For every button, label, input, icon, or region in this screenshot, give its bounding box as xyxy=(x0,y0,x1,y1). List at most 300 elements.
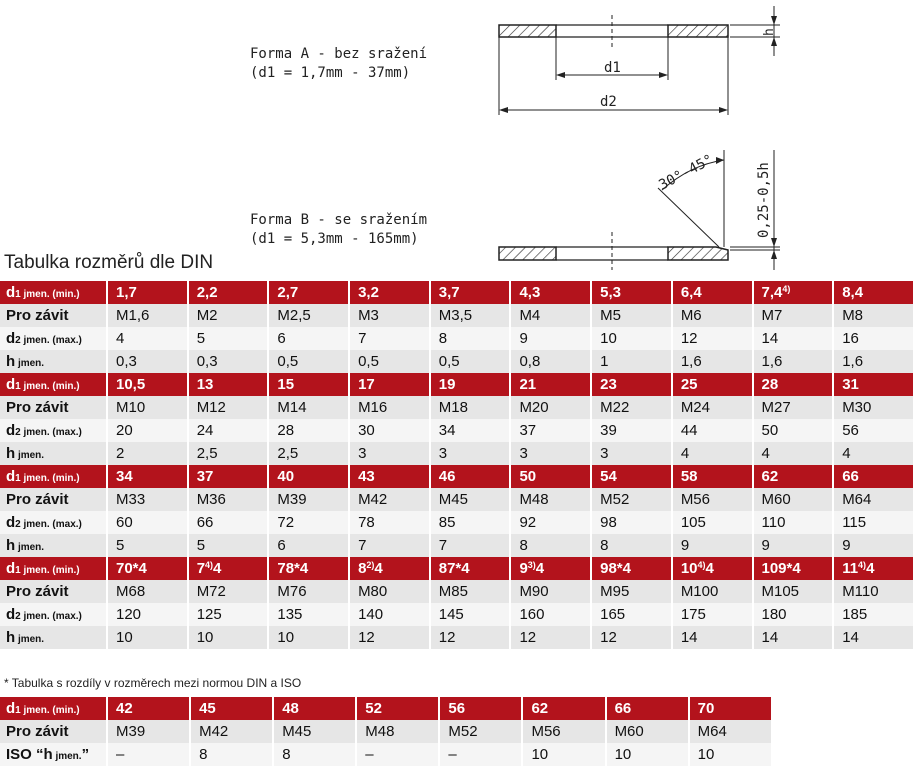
iso-cell-d1: 70 xyxy=(689,697,772,720)
cell-d1 xyxy=(349,281,430,304)
washer-drawing xyxy=(0,0,914,270)
cell-h: 0,8 xyxy=(510,350,591,373)
d1-value: 10 xyxy=(680,560,698,577)
cell-thread: M90 xyxy=(510,580,591,603)
cell-h: 7 xyxy=(349,534,430,557)
cell-thread: M2,5 xyxy=(268,304,349,327)
d1-value: 9 xyxy=(519,560,528,577)
cell-thread: M2 xyxy=(188,304,269,327)
d1-value: 10,5 xyxy=(116,376,146,393)
label-d1 xyxy=(0,465,107,488)
iso-cell-thread: M48 xyxy=(356,720,439,743)
cell-d2: 9 xyxy=(510,327,591,350)
d1-value: 58 xyxy=(680,468,698,485)
row-h xyxy=(0,534,914,557)
angle-label: 30°-45° xyxy=(656,151,716,194)
iso-cell-d1: 52 xyxy=(356,697,439,720)
cell-d2: 175 xyxy=(672,603,753,626)
cell-h: 0,5 xyxy=(430,350,511,373)
iso-cell-d1: 42 xyxy=(107,697,190,720)
cell-thread: M10 xyxy=(107,396,188,419)
cell-d2: 37 xyxy=(510,419,591,442)
cell-thread: M18 xyxy=(430,396,511,419)
d1-suffix: 4 xyxy=(535,560,545,577)
cell-d1 xyxy=(672,281,753,304)
iso-cell-h: 8 xyxy=(273,743,356,766)
cell-h: 0,3 xyxy=(107,350,188,373)
cell-thread: M6 xyxy=(672,304,753,327)
form-b-section xyxy=(499,150,780,270)
din-dimension-table xyxy=(0,281,914,649)
cell-d2: 98 xyxy=(591,511,672,534)
cell-d2: 92 xyxy=(510,511,591,534)
cell-thread: M5 xyxy=(591,304,672,327)
cell-d1 xyxy=(833,465,914,488)
label-thread xyxy=(0,580,107,603)
cell-d2: 78 xyxy=(349,511,430,534)
cell-h: 14 xyxy=(672,626,753,649)
cell-h: 12 xyxy=(510,626,591,649)
d1-value: 19 xyxy=(438,376,456,393)
cell-h: 1 xyxy=(591,350,672,373)
label-d1-main: d xyxy=(6,376,16,393)
d1-value: 7 xyxy=(196,560,206,577)
d1-value: 15 xyxy=(277,376,295,393)
d1-footnote: 2) xyxy=(366,560,375,570)
iso-cell-thread: M64 xyxy=(689,720,772,743)
cell-d1 xyxy=(268,465,349,488)
iso-label-d1-sub: 1 xyxy=(15,705,21,716)
iso-label-h-sub: jmen. xyxy=(52,751,82,762)
cell-thread: M110 xyxy=(833,580,914,603)
cell-d2: 66 xyxy=(188,511,269,534)
form-b-range: (d1 = 5,3mm - 165mm) xyxy=(250,231,419,247)
cell-d1 xyxy=(753,373,834,396)
cell-h: 12 xyxy=(430,626,511,649)
cell-d2: 56 xyxy=(833,419,914,442)
iso-difference-table xyxy=(0,697,773,766)
iso-label-d1 xyxy=(0,697,107,720)
cell-thread: M12 xyxy=(188,396,269,419)
d1-value: 98*4 xyxy=(600,560,631,577)
label-h-main: h xyxy=(6,445,16,462)
cell-d1 xyxy=(753,465,834,488)
label-d2-main: d xyxy=(6,514,16,531)
dim-d1-label: d1 xyxy=(604,60,621,76)
cell-thread: M72 xyxy=(188,580,269,603)
label-h-main: h xyxy=(6,353,16,370)
label-h-main: h xyxy=(6,629,16,646)
cell-h: 2 xyxy=(107,442,188,465)
cell-d1 xyxy=(753,281,834,304)
cell-thread: M68 xyxy=(107,580,188,603)
cell-thread: M16 xyxy=(349,396,430,419)
cell-d1 xyxy=(349,557,430,580)
d1-value: 37 xyxy=(196,468,214,485)
cell-d1 xyxy=(188,557,269,580)
cell-h: 6 xyxy=(268,534,349,557)
cell-d2: 7 xyxy=(349,327,430,350)
cell-thread: M56 xyxy=(672,488,753,511)
label-d2-sub: 2 xyxy=(15,335,21,346)
cell-d2: 12 xyxy=(672,327,753,350)
d1-value: 8 xyxy=(358,560,367,577)
iso-label-thread-main: Pro závit xyxy=(6,723,69,740)
cell-h: 5 xyxy=(107,534,188,557)
d1-value: 31 xyxy=(842,376,859,393)
d1-value: 8,4 xyxy=(842,284,864,301)
cell-d2: 16 xyxy=(833,327,914,350)
label-d1 xyxy=(0,373,107,396)
cell-h: 12 xyxy=(349,626,430,649)
d1-value: 3,2 xyxy=(358,284,379,301)
row-thread xyxy=(0,396,914,419)
form-a-range: (d1 = 1,7mm - 37mm) xyxy=(250,65,411,81)
row-d2 xyxy=(0,419,914,442)
iso-cell-h: – xyxy=(107,743,190,766)
label-d2 xyxy=(0,511,107,534)
iso-row-d1 xyxy=(0,697,772,720)
cell-h: 10 xyxy=(107,626,188,649)
cell-d2: 24 xyxy=(188,419,269,442)
label-d1 xyxy=(0,557,107,580)
d1-value: 109*4 xyxy=(761,560,801,577)
cell-thread: M22 xyxy=(591,396,672,419)
iso-cell-d1: 48 xyxy=(273,697,356,720)
cell-d1 xyxy=(510,557,591,580)
label-thread-main: Pro závit xyxy=(6,583,69,600)
label-h-sub: jmen. xyxy=(15,450,45,461)
label-d2-main: d xyxy=(6,330,16,347)
label-thread-main: Pro závit xyxy=(6,307,69,324)
label-d2-sub2: jmen. (max.) xyxy=(20,427,82,438)
cell-d2: 39 xyxy=(591,419,672,442)
label-d1-sub: 1 xyxy=(15,289,21,300)
iso-cell-thread: M45 xyxy=(273,720,356,743)
label-h xyxy=(0,350,107,373)
d1-suffix: 4 xyxy=(866,560,875,577)
iso-label-h xyxy=(0,743,107,766)
d1-value: 46 xyxy=(438,468,456,485)
d1-value: 1,7 xyxy=(116,284,137,301)
iso-cell-d1: 66 xyxy=(606,697,689,720)
cell-thread: M14 xyxy=(268,396,349,419)
cell-thread: M4 xyxy=(510,304,591,327)
cell-thread: M105 xyxy=(753,580,834,603)
iso-label-h-end: ” xyxy=(81,746,90,763)
cell-d1 xyxy=(510,281,591,304)
cell-d2: 140 xyxy=(349,603,430,626)
d1-footnote: 3) xyxy=(527,560,536,570)
d1-value: 17 xyxy=(358,376,375,393)
row-d1 xyxy=(0,373,914,396)
label-h-sub: jmen. xyxy=(15,358,45,369)
cell-thread: M20 xyxy=(510,396,591,419)
cell-h: 4 xyxy=(833,442,914,465)
cell-d1 xyxy=(107,281,188,304)
iso-label-h-main: ISO “h xyxy=(6,746,53,763)
form-b-title: Forma B - se sražením xyxy=(250,212,428,228)
d1-value: 25 xyxy=(680,376,698,393)
row-h xyxy=(0,442,914,465)
row-h xyxy=(0,626,914,649)
cell-d1 xyxy=(430,373,511,396)
cell-d2: 125 xyxy=(188,603,269,626)
cell-thread: M64 xyxy=(833,488,914,511)
d1-value: 50 xyxy=(519,468,537,485)
cell-thread: M85 xyxy=(430,580,511,603)
iso-cell-d1: 45 xyxy=(190,697,273,720)
cell-thread: M30 xyxy=(833,396,914,419)
iso-cell-h: 8 xyxy=(190,743,273,766)
row-d1 xyxy=(0,557,914,580)
row-d2 xyxy=(0,327,914,350)
label-d2-main: d xyxy=(6,422,16,439)
cell-h: 0,3 xyxy=(188,350,269,373)
label-thread xyxy=(0,488,107,511)
cell-thread: M45 xyxy=(430,488,511,511)
cell-d2: 8 xyxy=(430,327,511,350)
d1-value: 66 xyxy=(842,468,859,485)
cell-d2: 44 xyxy=(672,419,753,442)
cell-d2: 120 xyxy=(107,603,188,626)
cell-d2: 34 xyxy=(430,419,511,442)
cell-h: 10 xyxy=(188,626,269,649)
d1-value: 34 xyxy=(116,468,133,485)
cell-d1 xyxy=(268,557,349,580)
cell-d2: 20 xyxy=(107,419,188,442)
label-thread-main: Pro závit xyxy=(6,491,69,508)
label-d1-main: d xyxy=(6,560,16,577)
cell-thread: M76 xyxy=(268,580,349,603)
cell-h: 10 xyxy=(268,626,349,649)
cell-h: 5 xyxy=(188,534,269,557)
d1-value: 11 xyxy=(842,560,859,577)
cell-d2: 28 xyxy=(268,419,349,442)
cell-d2: 60 xyxy=(107,511,188,534)
dim-h-label: h xyxy=(762,28,777,36)
cell-thread: M36 xyxy=(188,488,269,511)
cell-thread: M39 xyxy=(268,488,349,511)
iso-label-thread xyxy=(0,720,107,743)
label-d1-sub2: jmen. (min.) xyxy=(20,289,80,300)
d1-value: 78*4 xyxy=(277,560,309,577)
cell-d2: 185 xyxy=(833,603,914,626)
d1-value: 6,4 xyxy=(680,284,702,301)
cell-h: 3 xyxy=(510,442,591,465)
d1-footnote: 4) xyxy=(858,560,867,570)
label-d1-sub: 1 xyxy=(15,381,21,392)
iso-cell-h: 10 xyxy=(522,743,605,766)
cell-thread: M8 xyxy=(833,304,914,327)
cell-thread: M60 xyxy=(753,488,834,511)
cell-h: 0,5 xyxy=(268,350,349,373)
d1-footnote: 4) xyxy=(697,560,706,570)
cell-d2: 110 xyxy=(753,511,834,534)
row-d1 xyxy=(0,465,914,488)
cell-d1 xyxy=(430,465,511,488)
form-a-title: Forma A - bez sražení xyxy=(250,46,428,62)
iso-difference-note: * Tabulka s rozdíly v rozměrech mezi normou DIN a ISO xyxy=(4,676,302,690)
cell-thread: M80 xyxy=(349,580,430,603)
row-thread xyxy=(0,304,914,327)
cell-d1 xyxy=(510,465,591,488)
label-d2-sub: 2 xyxy=(15,427,21,438)
label-h-main: h xyxy=(6,537,16,554)
cell-d1 xyxy=(672,373,753,396)
cell-h: 3 xyxy=(430,442,511,465)
cell-h: 1,6 xyxy=(753,350,834,373)
cell-h: 9 xyxy=(833,534,914,557)
cell-d2: 5 xyxy=(188,327,269,350)
label-h-sub: jmen. xyxy=(15,542,45,553)
iso-label-d1-sub2: jmen. (min.) xyxy=(20,705,80,716)
label-h-sub: jmen. xyxy=(15,634,45,645)
label-thread xyxy=(0,304,107,327)
label-d2 xyxy=(0,603,107,626)
d1-value: 13 xyxy=(196,376,214,393)
iso-cell-d1: 62 xyxy=(522,697,605,720)
cell-d1 xyxy=(188,373,269,396)
cell-thread: M3,5 xyxy=(430,304,511,327)
d1-value: 21 xyxy=(519,376,537,393)
label-thread-main: Pro závit xyxy=(6,399,69,416)
cell-d2: 30 xyxy=(349,419,430,442)
label-d2-sub: 2 xyxy=(15,519,21,530)
d1-value: 7,4 xyxy=(761,284,783,301)
cell-d2: 10 xyxy=(591,327,672,350)
label-d2-sub2: jmen. (max.) xyxy=(20,519,82,530)
cell-d2: 85 xyxy=(430,511,511,534)
cell-d1 xyxy=(349,373,430,396)
d1-suffix: 4 xyxy=(705,560,714,577)
cell-thread: M42 xyxy=(349,488,430,511)
cell-d2: 165 xyxy=(591,603,672,626)
label-d1-sub2: jmen. (min.) xyxy=(20,473,80,484)
cell-d1 xyxy=(591,557,672,580)
cell-h: 8 xyxy=(510,534,591,557)
cell-d2: 72 xyxy=(268,511,349,534)
label-d1 xyxy=(0,281,107,304)
cell-d1 xyxy=(833,373,914,396)
cell-d1 xyxy=(349,465,430,488)
table-caption: Tabulka rozměrů dle DIN xyxy=(4,252,214,273)
cell-d1 xyxy=(753,557,834,580)
d1-suffix: 4 xyxy=(213,560,222,577)
d1-value: 4,3 xyxy=(519,284,541,301)
cell-d1 xyxy=(672,465,753,488)
cell-d1 xyxy=(188,465,269,488)
iso-cell-h: – xyxy=(356,743,439,766)
cell-thread: M7 xyxy=(753,304,834,327)
iso-cell-h: – xyxy=(439,743,522,766)
cell-h: 12 xyxy=(591,626,672,649)
d1-value: 23 xyxy=(600,376,617,393)
iso-row-h xyxy=(0,743,772,766)
cell-h: 14 xyxy=(833,626,914,649)
cell-h: 4 xyxy=(672,442,753,465)
cell-h: 3 xyxy=(349,442,430,465)
cell-thread: M27 xyxy=(753,396,834,419)
cell-d1 xyxy=(107,557,188,580)
cell-d2: 6 xyxy=(268,327,349,350)
row-d1 xyxy=(0,281,914,304)
cell-d1 xyxy=(591,373,672,396)
iso-cell-h: 10 xyxy=(606,743,689,766)
cell-d2: 160 xyxy=(510,603,591,626)
cell-h: 7 xyxy=(430,534,511,557)
cell-d2: 14 xyxy=(753,327,834,350)
cell-thread: M24 xyxy=(672,396,753,419)
d1-value: 43 xyxy=(358,468,375,485)
cell-thread: M33 xyxy=(107,488,188,511)
cell-d2: 180 xyxy=(753,603,834,626)
d1-footnote: 4) xyxy=(782,284,791,294)
d1-footnote: 4) xyxy=(205,560,214,570)
cell-d1 xyxy=(591,465,672,488)
cell-d2: 50 xyxy=(753,419,834,442)
cell-thread: M3 xyxy=(349,304,430,327)
d1-value: 62 xyxy=(761,468,779,485)
iso-cell-d1: 56 xyxy=(439,697,522,720)
cell-h: 1,6 xyxy=(833,350,914,373)
cell-d1 xyxy=(268,281,349,304)
cell-d1 xyxy=(833,557,914,580)
cell-h: 3 xyxy=(591,442,672,465)
cell-d2: 105 xyxy=(672,511,753,534)
label-h xyxy=(0,534,107,557)
form-a-section xyxy=(499,6,780,115)
cell-thread: M100 xyxy=(672,580,753,603)
label-d2-sub2: jmen. (max.) xyxy=(20,611,82,622)
cell-d2: 4 xyxy=(107,327,188,350)
row-d2 xyxy=(0,603,914,626)
iso-row-thread xyxy=(0,720,772,743)
label-d1-sub2: jmen. (min.) xyxy=(20,381,80,392)
d1-value: 2,2 xyxy=(196,284,218,301)
d1-value: 5,3 xyxy=(600,284,621,301)
cell-h: 14 xyxy=(753,626,834,649)
label-d2-main: d xyxy=(6,606,16,623)
iso-cell-thread: M56 xyxy=(522,720,605,743)
cell-d1 xyxy=(268,373,349,396)
d1-value: 40 xyxy=(277,468,295,485)
label-d2-sub2: jmen. (max.) xyxy=(20,335,82,346)
label-d1-sub: 1 xyxy=(15,473,21,484)
cell-thread: M52 xyxy=(591,488,672,511)
d1-value: 3,7 xyxy=(438,284,460,301)
row-thread xyxy=(0,488,914,511)
row-h xyxy=(0,350,914,373)
iso-label-d1-main: d xyxy=(6,700,16,717)
cell-h: 2,5 xyxy=(268,442,349,465)
d1-value: 2,7 xyxy=(277,284,299,301)
cell-d2: 145 xyxy=(430,603,511,626)
iso-cell-thread: M39 xyxy=(107,720,190,743)
cell-d1 xyxy=(107,373,188,396)
label-d2 xyxy=(0,327,107,350)
cell-h: 2,5 xyxy=(188,442,269,465)
chamfer-label: 0,25-0,5h xyxy=(756,162,772,238)
d1-suffix: 4 xyxy=(374,560,383,577)
cell-d1 xyxy=(188,281,269,304)
cell-h: 9 xyxy=(753,534,834,557)
label-d1-main: d xyxy=(6,284,16,301)
label-d1-main: d xyxy=(6,468,16,485)
cell-d2: 135 xyxy=(268,603,349,626)
cell-thread: M95 xyxy=(591,580,672,603)
label-d1-sub: 1 xyxy=(15,565,21,576)
